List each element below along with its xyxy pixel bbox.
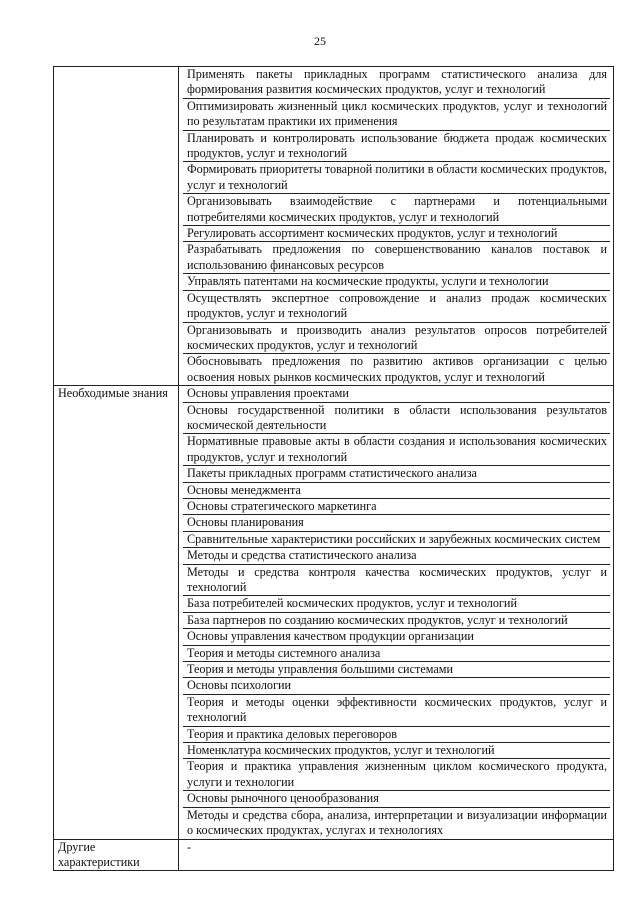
list-item: Разрабатывать предложения по совершенствованию каналов поставок и использованию финансовых ресурсов	[183, 242, 610, 274]
list-item: Теория и методы оценки эффективности космических продуктов, услуг и технологий	[183, 695, 610, 727]
list-item: Методы и средства контроля качества космических продуктов, услуг и технологий	[183, 565, 610, 597]
list-item: -	[187, 839, 192, 854]
list-item: Пакеты прикладных программ статистического анализа	[183, 466, 610, 482]
list-item: Основы планирования	[183, 515, 610, 531]
list-item: Основы управления проектами	[183, 386, 610, 402]
list-item: База партнеров по созданию космических продуктов, услуг и технологий	[183, 613, 610, 629]
list-item: Оптимизировать жизненный цикл космических продуктов, услуг и технологий по результатам практики их применения	[183, 99, 610, 131]
list-item: Основы управления качеством продукции организации	[183, 629, 610, 645]
list-item: Теория и практика управления жизненным циклом космического продукта, услуги и технологии	[183, 759, 610, 791]
requirements-table	[53, 66, 614, 871]
table-row	[54, 67, 614, 386]
list-item: Управлять патентами на космические продукты, услуги и технологии	[183, 274, 610, 290]
table-row	[54, 386, 614, 839]
row-label	[54, 67, 179, 386]
list-item: Теория и методы управления большими системами	[183, 662, 610, 678]
list-item: Основы рыночного ценообразования	[183, 791, 610, 807]
list-item: Применять пакеты прикладных программ статистического анализа для формирования развития космических продуктов, услуг и технологий	[183, 67, 610, 99]
list-item: Основы психологии	[183, 678, 610, 694]
row-values	[179, 386, 614, 839]
list-item: Обосновывать предложения по развитию активов организации с целью освоения новых рынков космических продуктов, услуг и технологий	[187, 354, 607, 384]
row-label: Другие характеристики	[54, 839, 179, 871]
list-item: Организовывать и производить анализ результатов опросов потребителей космических продуктов, услуг и технологий	[183, 323, 610, 355]
list-item: Основы государственной политики в области использования результатов космической деятельности	[183, 403, 610, 435]
row-label: Необходимые знания	[54, 386, 179, 839]
list-item: Планировать и контролировать использование бюджета продаж космических продуктов, услуг и технологий	[183, 131, 610, 163]
list-item: Номенклатура космических продуктов, услуг и технологий	[183, 743, 610, 759]
list-item: Регулировать ассортимент космических продуктов, услуг и технологий	[183, 226, 610, 242]
table-row	[54, 839, 614, 871]
list-item: Организовывать взаимодействие с партнерами и потенциальными потребителями космических продуктов, услуг и технологий	[183, 194, 610, 226]
list-item: Сравнительные характеристики российских и зарубежных космических систем	[183, 532, 610, 548]
list-item: Осуществлять экспертное сопровождение и анализ продаж космических продуктов, услуг и технологий	[183, 291, 610, 323]
list-item: Основы стратегического маркетинга	[183, 499, 610, 515]
page-number: 25	[314, 34, 326, 48]
row-values	[179, 839, 614, 871]
list-item: Формировать приоритеты товарной политики в области космических продуктов, услуг и технологий	[183, 162, 610, 194]
list-item: Теория и практика деловых переговоров	[183, 727, 610, 743]
list-item: Основы менеджмента	[183, 483, 610, 499]
list-item: Методы и средства статистического анализа	[183, 548, 610, 564]
list-item: Нормативные правовые акты в области создания и использования космических продуктов, услуг и технологий	[183, 434, 610, 466]
list-item: Теория и методы системного анализа	[183, 646, 610, 662]
list-item: Методы и средства сбора, анализа, интерпретации и визуализации информации о космических продуктах, услугах и технологиях	[187, 807, 607, 838]
list-item: База потребителей космических продуктов, услуг и технологий	[183, 596, 610, 612]
row-values	[179, 67, 614, 386]
requirements-table-body	[54, 67, 614, 871]
